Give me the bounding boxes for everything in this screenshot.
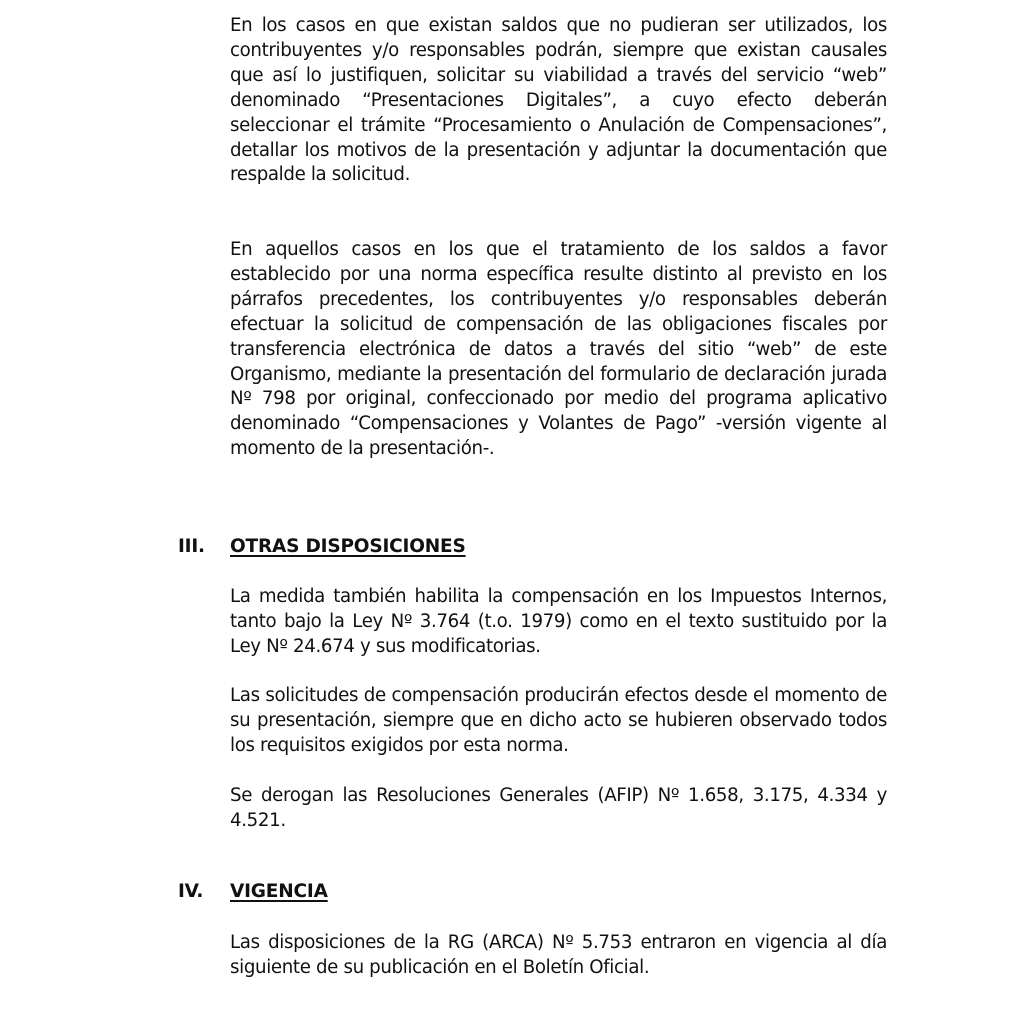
paragraph-impuestos-internos: La medida también habilita la compensación en los Impuestos Internos, tanto bajo la Ley Nº 3.764 (t.o. 1979) como en el texto sustituido por la Ley Nº 24.674 y sus modificatorias. (230, 586, 887, 657)
section-heading-otras-disposiciones (178, 535, 466, 559)
paragraph-derogaciones: Se derogan las Resoluciones Generales (AFIP) Nº 1.658, 3.175, 4.334 y 4.521. (230, 785, 887, 831)
section-heading-vigencia (178, 880, 328, 904)
paragraph-tratamiento-saldos: En aquellos casos en los que el tratamiento de los saldos a favor establecido por una norma específica resulte distinto al previsto en los párrafos precedentes, los contribuyentes y/o responsables deberán efectuar la solicitud de compensación de las obligaciones fiscales por transferencia electrónica de datos a través del sitio “web” de este Organismo, mediante la presentación del formulario de declaración jurada Nº 798 por original, confeccionado por medio del programa aplicativo denominado “Compensaciones y Volantes de Pago” -versión vigente al momento de la presentación-. (230, 239, 887, 460)
paragraph-saldos-no-utilizados: En los casos en que existan saldos que no pudieran ser utilizados, los contribuyentes y/o responsables podrán, siempre que existan causales que así lo justifiquen, solicitar su viabilidad a través del servicio “web” denominado “Presentaciones Digitales”, a cuyo efecto deberán seleccionar el trámite “Procesamiento o Anulación de Compensaciones”, detallar los motivos de la presentación y adjuntar la documentación que respalde la solicitud. (230, 15, 887, 186)
section-title: VIGENCIA (230, 881, 328, 902)
section-number: IV. (178, 881, 204, 902)
section-number: III. (178, 536, 205, 557)
paragraph-vigencia: Las disposiciones de la RG (ARCA) Nº 5.753 entraron en vigencia al día siguiente de su publicación en el Boletín Oficial. (230, 932, 887, 978)
section-title: OTRAS DISPOSICIONES (230, 536, 466, 557)
paragraph-efectos-solicitudes: Las solicitudes de compensación producirán efectos desde el momento de su presentación, siempre que en dicho acto se hubieren observado todos los requisitos exigidos por esta norma. (230, 685, 887, 756)
